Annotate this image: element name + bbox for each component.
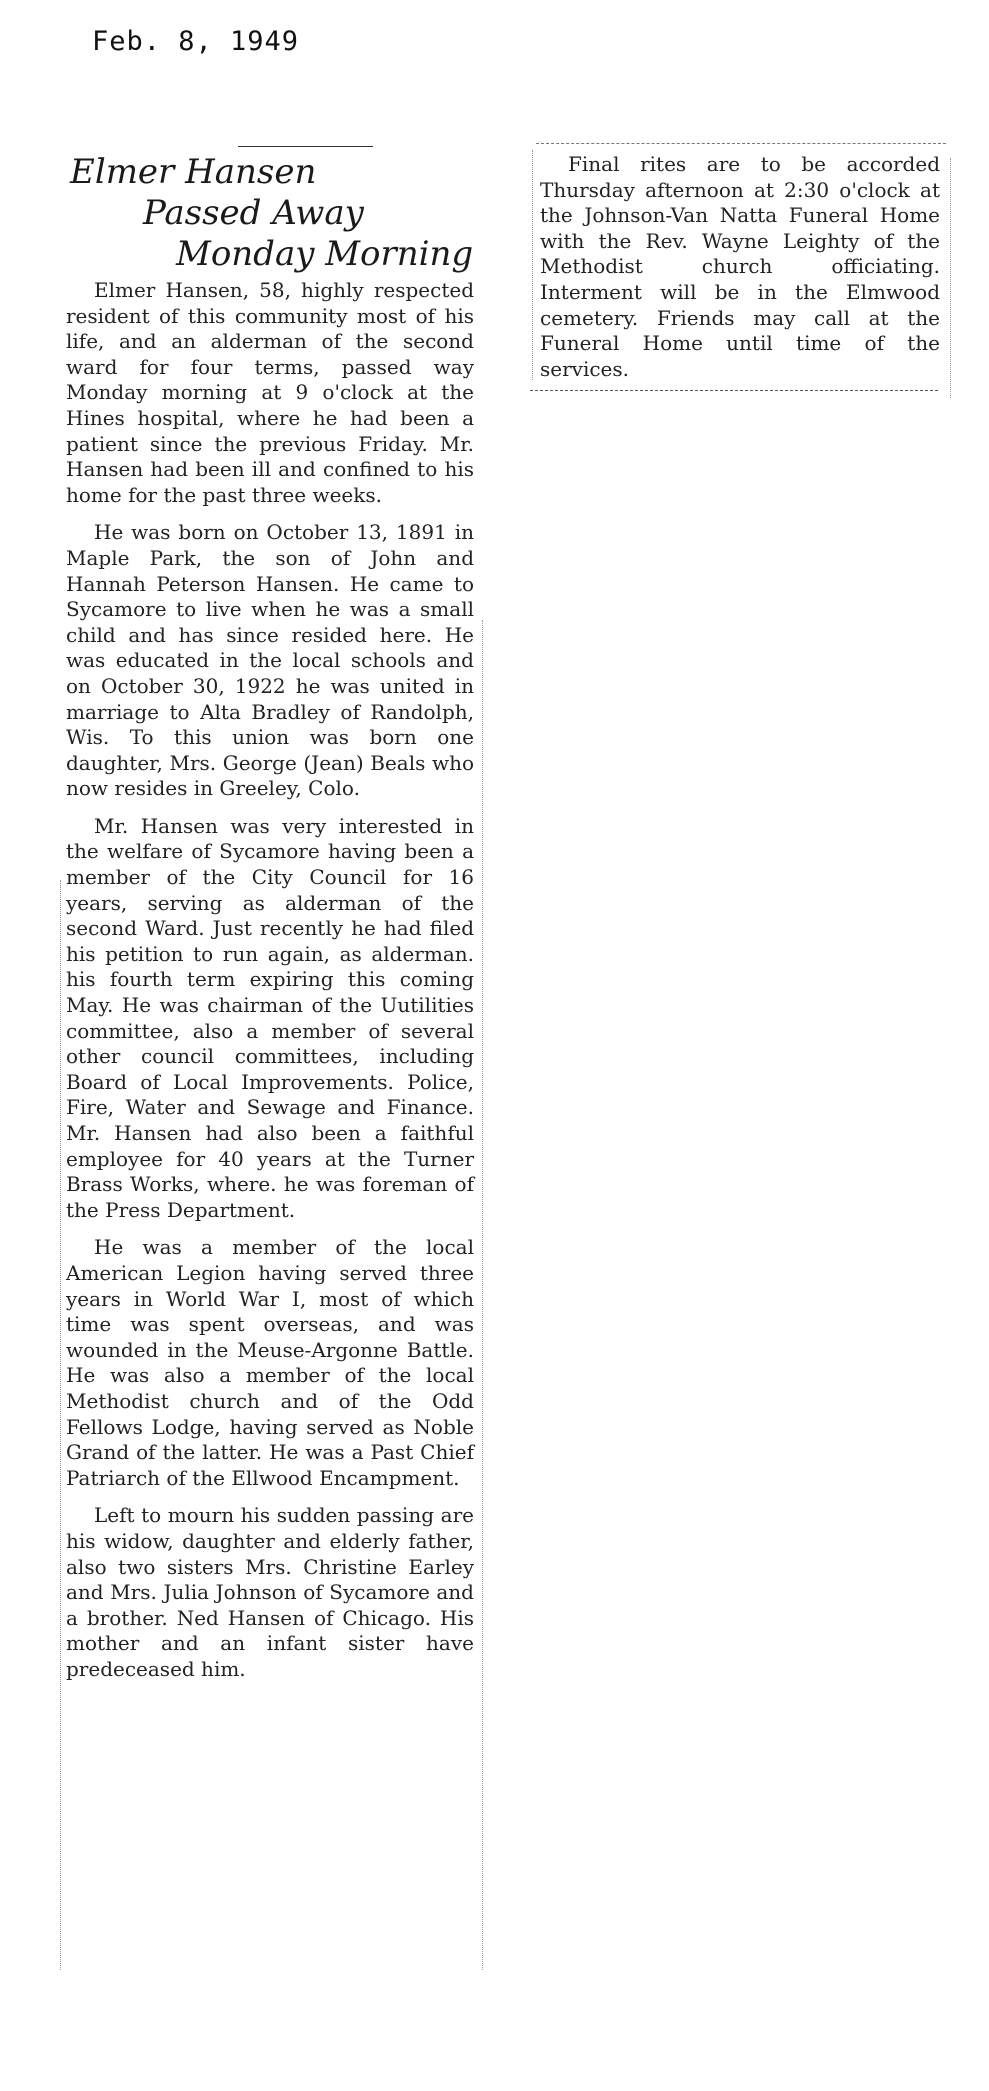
headline bbox=[68, 152, 488, 275]
continuation-bottom-rule bbox=[530, 390, 938, 391]
article-column-right bbox=[540, 152, 940, 382]
continuation-paragraph: Final rites are to be accorded Thursday afternoon at 2:30 o'clock at the Johnson-Van Natta Funeral Home with the Rev. Wayne Leighty of the Methodist church officiating. Interment will be in the Elmwood cemetery. Friends may call at the Funeral Home until time of the services. bbox=[540, 152, 940, 381]
headline-line-2: Passed Away bbox=[143, 193, 364, 233]
article-paragraph-5: Left to mourn his sudden passing are his widow, daughter and elderly father, also two sisters Mrs. Christine Earley and Mrs. Julia Johnson of Sycamore and a brother. Ned Hansen of Chicago. His mother and an infant sister have predeceased him. bbox=[66, 1503, 474, 1681]
headline-top-rule bbox=[238, 146, 373, 147]
headline-line-3: Monday Morning bbox=[176, 234, 474, 274]
article-paragraph-4: He was a member of the local American Legion having served three years in World War I, most of which time was spent overseas, and was wounded in the Meuse-Argonne Battle. He was also a member of the local Methodist church and of the Odd Fellows Lodge, having served as Noble Grand of the latter. He was a Past Chief Patriarch of the Ellwood Encampment. bbox=[66, 1235, 474, 1490]
left-column-right-edge bbox=[482, 620, 483, 1970]
right-column-right-edge bbox=[950, 158, 951, 398]
continuation-top-rule bbox=[536, 143, 946, 144]
left-column-left-edge bbox=[60, 880, 61, 1970]
dateline: Feb. 8, 1949 bbox=[92, 26, 300, 57]
article-paragraph-3: Mr. Hansen was very interested in the welfare of Sycamore having been a member of the City Council for 16 years, serving as alderman of the second Ward. Just recently he had filed his petition to run again, as alderman. his fourth term expiring this coming May. He was chairman of the Uutilities committee, also a member of several other council committees, including Board of Local Improvements. Police, Fire, Water and Sewage and Finance. Mr. Hansen had also been a faithful employee for 40 years at the Turner Brass Works, where. he was foreman of the Press Department. bbox=[66, 813, 474, 1222]
right-column-left-edge bbox=[532, 150, 533, 380]
article-column-left bbox=[66, 278, 474, 1694]
article-paragraph-1: Elmer Hansen, 58, highly respected resident of this community most of his life, and an alderman of the second ward for four terms, passed way Monday morning at 9 o'clock at the Hines hospital, where he had been a patient since the previous Friday. Mr. Hansen had been ill and confined to his home for the past three weeks. bbox=[66, 278, 474, 507]
article-paragraph-2: He was born on October 13, 1891 in Maple Park, the son of John and Hannah Peterson Hansen. He came to Sycamore to live when he was a small child and has since resided here. He was educated in the local schools and on October 30, 1922 he was united in marriage to Alta Bradley of Randolph, Wis. To this union was born one daughter, Mrs. George (Jean) Beals who now resides in Greeley, Colo. bbox=[66, 520, 474, 801]
headline-line-1: Elmer Hansen bbox=[70, 152, 317, 192]
